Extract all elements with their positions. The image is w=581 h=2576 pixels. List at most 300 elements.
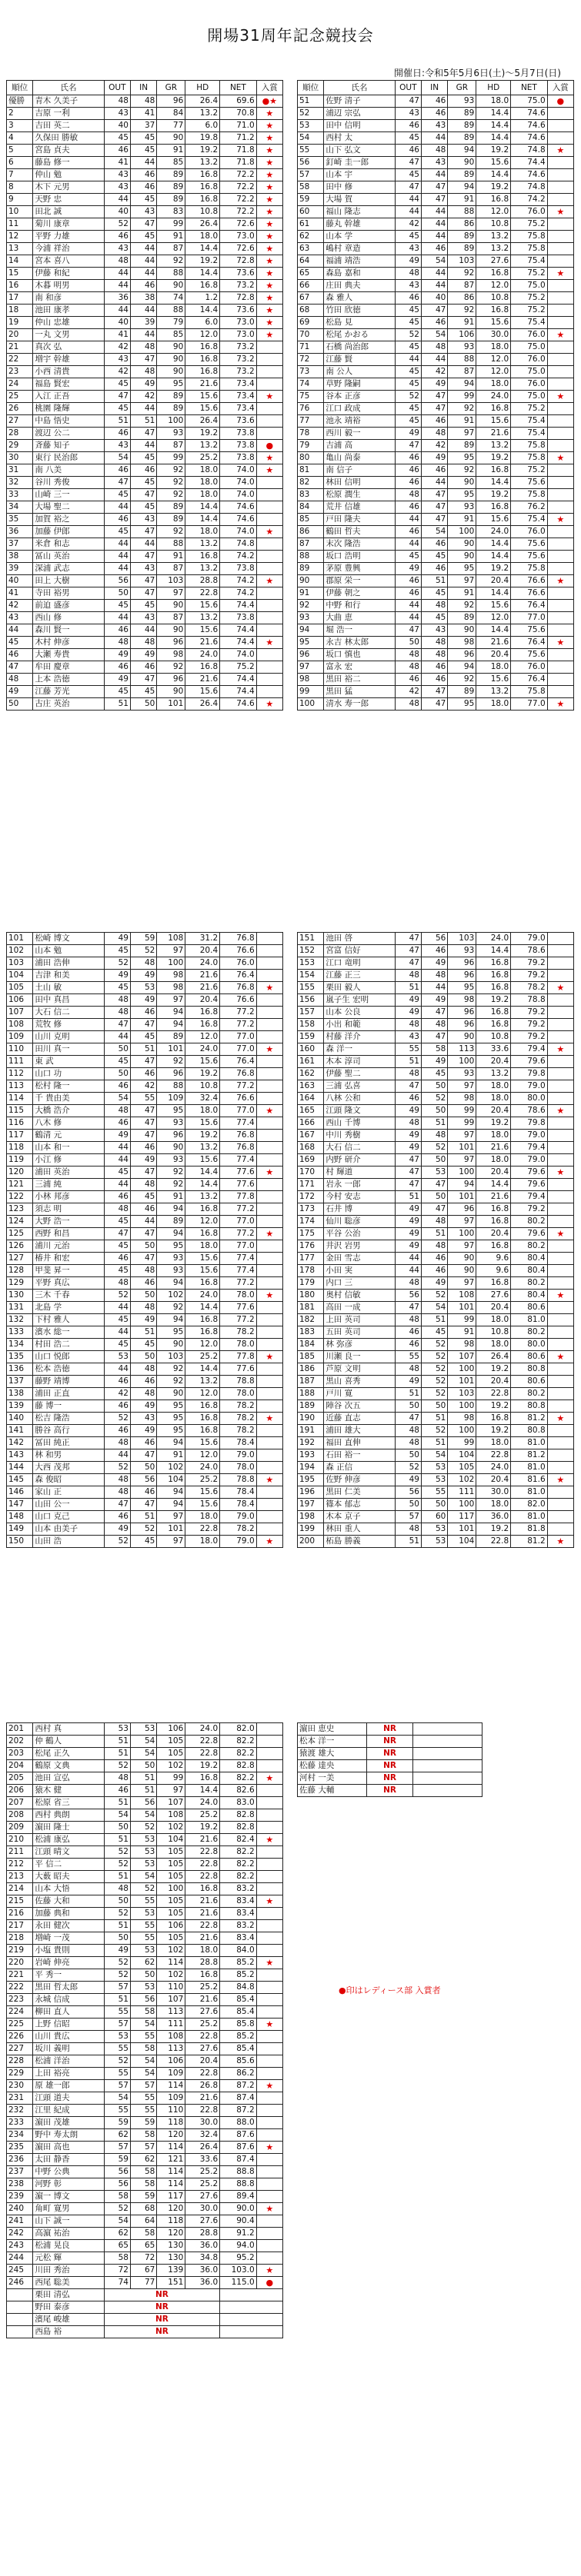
table-cell: 82.2 (220, 1871, 257, 1883)
table-cell: 118 (157, 2215, 185, 2228)
table-cell: 76 (298, 403, 324, 415)
table-cell: 83.4 (220, 1908, 257, 1920)
table-cell: 58 (131, 2166, 157, 2178)
table-cell: 28.8 (185, 2228, 220, 2240)
table-cell: 15.6 (185, 1486, 220, 1499)
table-cell: 18.0 (476, 1130, 511, 1142)
table-cell: 44 (131, 538, 157, 551)
prize-mark (547, 1265, 573, 1277)
table-cell: 41 (104, 329, 130, 341)
table-cell: 90 (448, 1265, 476, 1277)
table-cell: 77.0 (511, 698, 548, 711)
table-row (298, 1536, 574, 1548)
table-cell: 16.8 (185, 1413, 220, 1425)
table-cell: 97 (448, 1216, 476, 1228)
table-row (298, 612, 574, 624)
table-cell: 釘崎 圭一郎 (324, 157, 395, 169)
table-cell: 97 (157, 994, 185, 1007)
table-cell: 江頭 晴文 (33, 1846, 104, 1859)
prize-mark: ★ (256, 526, 282, 538)
table-cell: 78.8 (220, 1376, 257, 1388)
table-cell: 45 (395, 415, 421, 428)
table-cell: 92 (448, 403, 476, 415)
table-cell: 18.0 (476, 1499, 511, 1511)
prize-mark (547, 1302, 573, 1314)
table-cell: 45 (104, 1339, 130, 1351)
table-cell: 50 (131, 1351, 157, 1363)
table-cell: 75.2 (511, 268, 548, 280)
table-cell: 98 (448, 994, 476, 1007)
table-cell: 234 (7, 2129, 33, 2142)
table-cell: 51 (131, 415, 157, 428)
table-cell: 18.0 (476, 378, 511, 391)
table-cell: 174 (298, 1216, 324, 1228)
table-cell: 48 (104, 637, 130, 649)
table-cell: 101 (448, 1191, 476, 1203)
table-cell: 53 (422, 1462, 448, 1474)
prize-mark: ★ (256, 120, 282, 132)
table-cell: 45 (395, 305, 421, 317)
table-cell: 43 (131, 514, 157, 526)
table-cell: 27.6 (185, 2006, 220, 2019)
prize-mark: ★ (256, 1043, 282, 1056)
table-cell: 82.2 (220, 1748, 257, 1760)
table-cell: 44 (422, 280, 448, 292)
table-cell: 久保田 勝敏 (33, 132, 104, 145)
table-cell: 44 (104, 612, 130, 624)
table-cell: 89.4 (220, 2191, 257, 2203)
table-cell: 77.0 (220, 1105, 257, 1117)
table-cell: 南 信子 (324, 464, 395, 477)
table-cell: 土山 敏 (33, 982, 104, 994)
table-cell: 13.2 (476, 243, 511, 255)
table-cell: 79.8 (511, 1068, 548, 1080)
table-cell: 87.2 (220, 2105, 257, 2117)
column-header: HD (476, 81, 511, 95)
table-cell: 嵐子生 宏明 (324, 994, 395, 1007)
table-cell: 118 (157, 2117, 185, 2129)
table-cell: 24.0 (185, 1723, 220, 1736)
table-row (298, 1007, 574, 1019)
prize-mark (256, 970, 282, 982)
table-cell: 55 (131, 2092, 157, 2105)
table-cell: 54 (131, 2068, 157, 2080)
table-cell: 53 (131, 1982, 157, 1994)
table-cell: 嶋村 章造 (324, 243, 395, 255)
table-cell: 42 (7, 600, 33, 612)
table-row (7, 169, 283, 181)
table-cell: 山下 弘文 (324, 145, 395, 157)
table-cell: 21.6 (185, 970, 220, 982)
table-cell: 81.0 (511, 1462, 548, 1474)
table-cell: 80.4 (511, 1253, 548, 1265)
prize-mark: ★ (256, 1228, 282, 1240)
table-cell: 58 (131, 2043, 157, 2055)
prize-mark: ★ (547, 637, 573, 649)
table-cell: 44 (422, 169, 448, 181)
table-cell: 149 (7, 1523, 33, 1536)
table-cell: 6 (7, 157, 33, 169)
table-cell: 石橋 尚治郎 (324, 341, 395, 354)
table-cell: 15.6 (476, 317, 511, 329)
table-row (298, 526, 574, 538)
prize-mark: ★ (547, 1536, 573, 1548)
table-cell: 45 (131, 501, 157, 514)
table-cell: 18.0 (476, 1437, 511, 1449)
prize-mark (547, 649, 573, 661)
table-cell: 原 雄一郎 (33, 2080, 104, 2092)
table-cell: 153 (298, 957, 324, 970)
table-cell: 50 (104, 587, 130, 600)
table-cell: 52 (104, 1536, 130, 1548)
table-cell: 97 (157, 945, 185, 957)
table-row (7, 268, 283, 280)
table-cell: 49 (422, 1277, 448, 1290)
table-cell: 天野 忠 (33, 194, 104, 206)
table-cell: 89 (157, 181, 185, 194)
table-cell: 54 (131, 1736, 157, 1748)
table-cell: 12 (7, 231, 33, 243)
table-cell: 田上 大樹 (33, 575, 104, 587)
table-cell: 千 貴由美 (33, 1093, 104, 1105)
table-cell: 石田 裕一 (324, 1449, 395, 1462)
table-row (7, 600, 283, 612)
table-cell: 45 (395, 317, 421, 329)
table-cell: 222 (7, 1982, 33, 1994)
table-cell: 52 (131, 1822, 157, 1834)
table-cell: 74.6 (220, 514, 257, 526)
table-cell: 75.2 (220, 661, 257, 674)
table-row (7, 2191, 283, 2203)
table-cell: 井沢 岩男 (324, 1240, 395, 1253)
prize-mark (547, 132, 573, 145)
table-cell: 108 (448, 1290, 476, 1302)
table-cell: 16.8 (185, 1007, 220, 1019)
prize-mark (547, 181, 573, 194)
table-cell: 47 (131, 1019, 157, 1031)
prize-mark (547, 1462, 573, 1474)
table-cell: 109 (157, 1093, 185, 1105)
table-cell: 21.6 (185, 637, 220, 649)
table-cell: 43 (395, 280, 421, 292)
prize-mark (547, 686, 573, 698)
table-cell: 76.0 (220, 957, 257, 970)
table-cell: 38 (131, 292, 157, 305)
table-cell: 72.6 (220, 243, 257, 255)
table-cell: 47 (422, 181, 448, 194)
table-cell (220, 2314, 283, 2326)
table-cell: 陣谷 次五 (324, 1400, 395, 1413)
table-row (7, 181, 283, 194)
table-cell: 21.6 (185, 378, 220, 391)
table-cell: 59 (298, 194, 324, 206)
table-cell: 63 (298, 243, 324, 255)
table-cell: 85.8 (220, 2019, 257, 2031)
table-cell: 130 (157, 2240, 185, 2252)
prize-mark (256, 1723, 282, 1736)
table-cell: 47 (422, 501, 448, 514)
prize-mark: ● (547, 95, 573, 108)
prize-mark: ★ (256, 2019, 282, 2031)
table-cell: 48 (395, 970, 421, 982)
table-cell: 47 (422, 514, 448, 526)
table-cell: 42 (104, 1388, 130, 1400)
table-cell: 64 (298, 255, 324, 268)
table-cell: 77.0 (220, 1031, 257, 1043)
table-cell: 79.0 (511, 1080, 548, 1093)
table-cell: 平谷 公治 (324, 1228, 395, 1240)
column-header: HD (185, 81, 220, 95)
player-name: 松藤 達央 (298, 1760, 367, 1772)
table-cell: 54 (104, 2215, 130, 2228)
table-cell: 牟田 慶章 (33, 661, 104, 674)
table-cell: 72.8 (220, 255, 257, 268)
table-cell: 104 (157, 1474, 185, 1486)
table-cell: 57 (104, 2080, 130, 2092)
table-cell: 75.8 (511, 686, 548, 698)
table-row (298, 157, 574, 169)
table-row (7, 2215, 283, 2228)
table-cell: 12.0 (185, 329, 220, 341)
table-cell: 90 (298, 575, 324, 587)
table-cell: 97 (448, 1240, 476, 1253)
table-cell: 108 (157, 1809, 185, 1822)
table-cell: 吉田 英二 (33, 120, 104, 132)
table-cell: 21.6 (476, 1191, 511, 1203)
table-cell: 77.8 (220, 1191, 257, 1203)
table-cell: 44 (104, 501, 130, 514)
prize-mark (547, 1253, 573, 1265)
table-cell: 73.2 (220, 341, 257, 354)
table-cell: 101 (448, 1376, 476, 1388)
table-cell: 49 (395, 1142, 421, 1154)
table-cell: 64 (131, 2215, 157, 2228)
table-cell: 50 (131, 1760, 157, 1772)
table-cell: 18.0 (185, 231, 220, 243)
table-row (7, 1191, 283, 1203)
table-cell: 81.0 (511, 1486, 548, 1499)
table-cell: 永田 健次 (33, 1920, 104, 1932)
table-cell: 65 (104, 2240, 130, 2252)
table-cell: 森 洋一 (324, 1043, 395, 1056)
table-row (7, 1723, 283, 1736)
table-cell: 89 (448, 440, 476, 452)
table-cell: 91 (448, 317, 476, 329)
table-cell: 97 (448, 1277, 476, 1290)
table-cell: 75.0 (511, 341, 548, 354)
table-cell: 24.0 (476, 391, 511, 403)
prize-mark (547, 1203, 573, 1216)
table-cell: 20.4 (476, 1105, 511, 1117)
table-cell: 15.6 (476, 514, 511, 526)
table-cell: 73.4 (220, 391, 257, 403)
table-row (298, 391, 574, 403)
table-cell: 188 (298, 1388, 324, 1400)
nr-row (7, 2326, 283, 2338)
table-cell: 120 (157, 2129, 185, 2142)
table-cell: 山本 学 (324, 231, 395, 243)
prize-mark (256, 538, 282, 551)
table-row (298, 1326, 574, 1339)
table-cell: 58 (131, 2178, 157, 2191)
table-cell: 97 (157, 1536, 185, 1548)
prize-mark: ★ (547, 1228, 573, 1240)
table-cell: 75.8 (511, 452, 548, 464)
table-cell: 16.8 (185, 1203, 220, 1216)
column-header: 順位 (7, 81, 33, 95)
table-cell: 仙川 聡彦 (324, 1216, 395, 1228)
table-cell: 77.4 (220, 1253, 257, 1265)
table-row (7, 2265, 283, 2277)
table-row (7, 2105, 283, 2117)
table-cell: 155 (298, 982, 324, 994)
table-cell: 214 (7, 1883, 33, 1895)
table-cell: 79.0 (511, 1130, 548, 1142)
table-cell: 191 (298, 1425, 324, 1437)
table-cell: 43 (422, 120, 448, 132)
table-cell: 佐藤 大和 (33, 1895, 104, 1908)
table-cell: 73.8 (220, 452, 257, 464)
nr-mark: NR (367, 1760, 413, 1772)
table-cell: 183 (298, 1326, 324, 1339)
table-cell: 122 (7, 1191, 33, 1203)
table-cell: 50 (422, 1499, 448, 1511)
table-cell: 177 (298, 1253, 324, 1265)
prize-mark (547, 1277, 573, 1290)
table-cell: 94 (157, 1019, 185, 1031)
prize-mark (256, 1908, 282, 1920)
prize-mark (256, 1437, 282, 1449)
prize-mark (256, 1240, 282, 1253)
table-cell: 48 (104, 1203, 130, 1216)
table-cell: 121 (7, 1179, 33, 1191)
table-cell: 75.4 (511, 317, 548, 329)
table-cell: 52 (422, 1142, 448, 1154)
table-cell: 53 (422, 1523, 448, 1536)
table-cell: 92 (448, 464, 476, 477)
column-header: 順位 (298, 81, 324, 95)
table-cell: 43 (104, 354, 130, 366)
table-cell: 88.0 (220, 2117, 257, 2129)
table-cell: 47 (422, 686, 448, 698)
table-cell: 金田 雪志 (324, 1253, 395, 1265)
table-cell: 22.8 (476, 1536, 511, 1548)
table-cell: 20.4 (476, 1474, 511, 1486)
table-cell: 128 (7, 1265, 33, 1277)
column-header: OUT (395, 81, 421, 95)
nr-mark: NR (104, 2314, 219, 2326)
table-cell: 13.2 (185, 1376, 220, 1388)
table-cell: 21.6 (185, 1994, 220, 2006)
table-cell: 85 (298, 514, 324, 526)
table-cell: 52 (131, 1883, 157, 1895)
table-cell: 51 (104, 1797, 130, 1809)
table-cell: 94 (157, 1277, 185, 1290)
table-cell: 43 (131, 612, 157, 624)
table-cell: 48 (395, 1437, 421, 1449)
table-cell: 59 (131, 2117, 157, 2129)
table-cell: 46 (395, 674, 421, 686)
table-cell: 225 (7, 2019, 33, 2031)
table-cell: 44 (104, 1449, 130, 1462)
table-cell: 77.4 (220, 1154, 257, 1167)
table-cell: 6.0 (185, 317, 220, 329)
table-cell: 13.2 (185, 440, 220, 452)
table-cell: 91 (298, 587, 324, 600)
table-cell: 増宇 幹雄 (33, 354, 104, 366)
table-cell: 85 (157, 157, 185, 169)
table-cell: 47 (131, 1056, 157, 1068)
table-cell: 108 (7, 1019, 33, 1031)
table-cell: 49 (422, 994, 448, 1007)
table-cell: 福浦 靖浩 (324, 255, 395, 268)
table-cell: 55 (104, 2043, 130, 2055)
table-cell: 92 (157, 255, 185, 268)
table-cell: 15.6 (185, 1265, 220, 1277)
table-cell: 48 (131, 957, 157, 970)
prize-mark (256, 1425, 282, 1437)
table-cell: 182 (298, 1314, 324, 1326)
table-cell: 堀 浩一 (324, 624, 395, 637)
table-cell: 103 (448, 255, 476, 268)
table-cell: 46 (395, 1339, 421, 1351)
table-cell: 241 (7, 2215, 33, 2228)
table-cell: 85.2 (220, 2031, 257, 2043)
table-cell: 12.0 (476, 280, 511, 292)
table-cell: 87.4 (220, 2092, 257, 2105)
table-cell: 小林 邦彦 (33, 1191, 104, 1203)
table-cell: 平 秀一 (33, 1969, 104, 1982)
table-cell: 54 (104, 452, 130, 464)
table-cell: 濱水 総一 (33, 1326, 104, 1339)
table-cell: 79.0 (511, 933, 548, 945)
table-cell: 入江 正吾 (33, 391, 104, 403)
table-cell: 95 (157, 1326, 185, 1339)
table-cell: 181 (298, 1302, 324, 1314)
table-cell: 74.0 (220, 649, 257, 661)
table-cell: 48 (104, 1772, 130, 1785)
table-cell: 14.4 (185, 514, 220, 526)
table-cell: 53 (298, 120, 324, 132)
prize-mark (547, 415, 573, 428)
table-cell: 49 (395, 1376, 421, 1388)
table-cell: 46 (131, 1376, 157, 1388)
table-cell: 75.2 (511, 464, 548, 477)
table-cell: 51 (422, 1117, 448, 1130)
table-cell: 92 (157, 1167, 185, 1179)
table-cell: 52 (298, 108, 324, 120)
table-cell: 40 (7, 575, 33, 587)
table-cell: 125 (7, 1228, 33, 1240)
table-cell: 82.0 (511, 1499, 548, 1511)
table-cell: 内口 三 (324, 1277, 395, 1290)
table-cell: 15 (7, 268, 33, 280)
table-cell: 91 (448, 1326, 476, 1339)
table-cell: 91 (448, 587, 476, 600)
table-cell: 大西 茂邦 (33, 1462, 104, 1474)
table-cell: 55 (131, 1920, 157, 1932)
table-cell: 19.2 (185, 1068, 220, 1080)
table-cell: 46 (104, 464, 130, 477)
table-cell: 42 (131, 391, 157, 403)
table-row (298, 378, 574, 391)
table-cell: 170 (298, 1167, 324, 1179)
table-cell: 77.0 (220, 1216, 257, 1228)
table-cell: 53 (131, 1859, 157, 1871)
table-cell: 180 (298, 1290, 324, 1302)
table-cell: 91.2 (220, 2228, 257, 2240)
table-cell: 内野 研介 (324, 1154, 395, 1167)
